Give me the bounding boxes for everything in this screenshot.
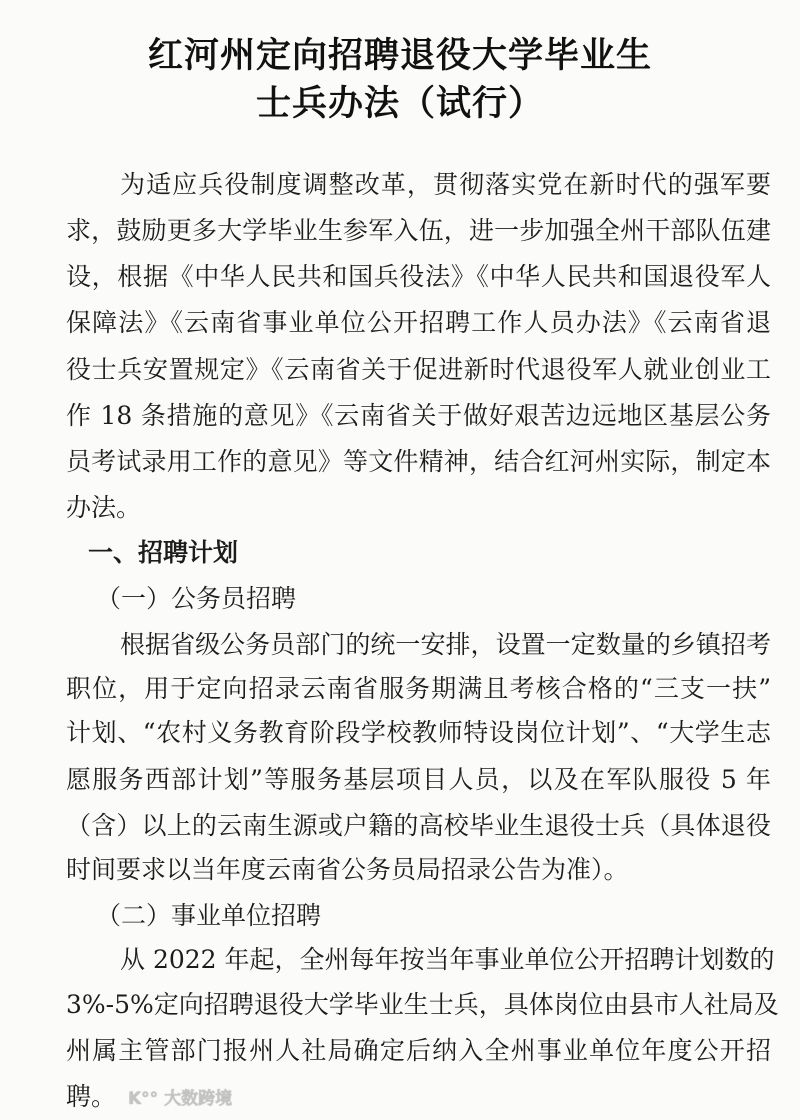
text-line: 3%-5%定向招聘退役大学毕业生士兵，具体岗位由县市人社局及 [66,990,779,1019]
subsection-heading: （二）事业单位招聘 [96,901,322,930]
text-line: 设，根据《中华人民共和国兵役法》《中华人民共和国退役军人 [66,262,771,291]
text-line: 时间要求以当年度云南省公务员局招录公告为准）。 [66,855,629,884]
text-line: 职位，用于定向招录云南省服务期满且考核合格的“三支一扶” [66,674,771,703]
section-heading: 一、招聘计划 [88,538,239,567]
text-line: 役士兵安置规定》《云南省关于促进新时代退役军人就业创业工 [66,355,771,384]
text-line: 愿服务西部计划”等服务基层项目人员，以及在军队服役 5 年 [66,765,771,794]
text-line: 州属主管部门报州人社局确定后纳入全州事业单位年度公开招 [66,1036,771,1065]
subsection-heading: （一）公务员招聘 [96,584,297,613]
text-line: 从 2022 年起，全州每年按当年事业单位公开招聘计划数的 [120,945,775,974]
text-line: 为适应兵役制度调整改革，贯彻落实党在新时代的强军要 [120,170,771,199]
text-line: （含）以上的云南生源或户籍的高校毕业生退役士兵（具体退役 [66,811,771,840]
text-line: 员考试录用工作的意见》等文件精神，结合红河州实际，制定本 [66,447,771,476]
watermark-logo [128,1088,232,1110]
text-line: 根据省级公务员部门的统一安排，设置一定数量的乡镇招考 [120,630,771,659]
text-line: 聘。 [66,1082,117,1111]
document-title-line-1: 红河州定向招聘退役大学毕业生 [147,35,652,76]
text-line: 作 18 条措施的意见》《云南省关于做好艰苦边远地区基层公务 [66,401,771,430]
text-line: 计划、“农村义务教育阶段学校教师特设岗位计划”、“大学生志 [66,718,771,747]
document-title-line-2: 士兵办法（试行） [255,83,544,124]
watermark-icon: K°° [128,1089,159,1109]
text-line: 保障法》《云南省事业单位公开招聘工作人员办法》《云南省退 [66,308,771,337]
text-line: 求，鼓励更多大学毕业生参军入伍，进一步加强全州干部队伍建 [66,216,771,245]
text-line: 办法。 [66,493,142,522]
watermark-text: 大数跨境 [164,1089,233,1109]
